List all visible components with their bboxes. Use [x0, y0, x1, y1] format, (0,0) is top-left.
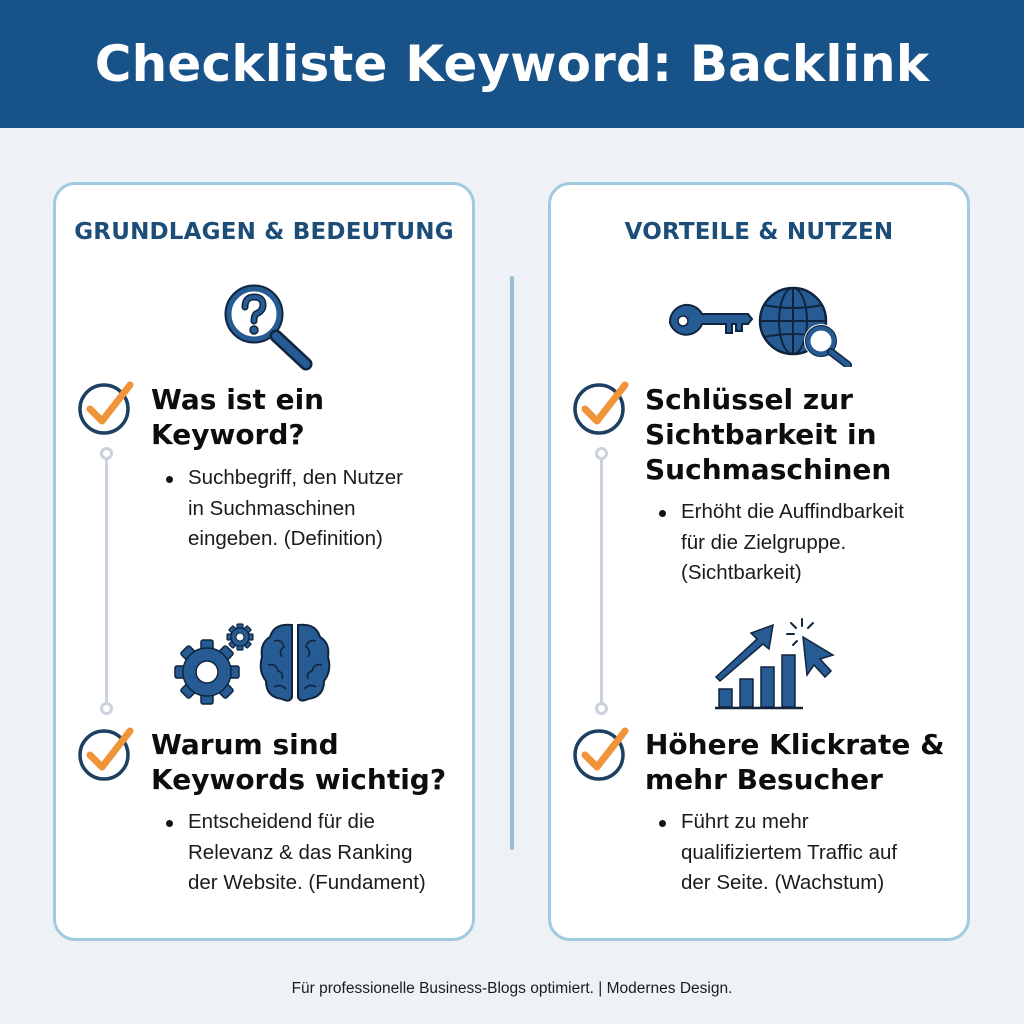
- header-banner: [0, 0, 1024, 128]
- footer-note: Für professionelle Business-Blogs optimiert. | Modernes Design.: [291, 980, 733, 997]
- item-description: Führt zu mehr qualifiziertem Traffic auf der Seite. (Wachstum): [655, 807, 897, 899]
- timeline-connector: [100, 447, 114, 715]
- item-description: Erhöht die Auffindbarkeit für die Zielgruppe. (Sichtbarkeit): [655, 497, 904, 589]
- item-title: Was ist ein Keyword?: [151, 383, 325, 451]
- item-description: Suchbegriff, den Nutzer in Suchmaschinen eingeben. (Definition): [162, 463, 403, 555]
- page-title: Checkliste Keyword: Backlink: [94, 35, 930, 93]
- item-title: Schlüssel zur Sichtbarkeit in Suchmaschinen: [645, 383, 892, 486]
- checkmark-icon: [78, 379, 134, 435]
- item-title: Warum sind Keywords wichtig?: [151, 728, 447, 796]
- card-grundlagen: [53, 182, 475, 941]
- checkmark-icon: [78, 725, 134, 781]
- checkmark-icon: [573, 725, 629, 781]
- growth-chart-click-icon: [713, 617, 841, 713]
- timeline-connector: [595, 447, 609, 715]
- key-globe-search-icon: [666, 283, 858, 367]
- card-title: VORTEILE & NUTZEN: [624, 219, 894, 245]
- checkmark-icon: [573, 379, 629, 435]
- item-title: Höhere Klickrate & mehr Besucher: [645, 728, 945, 796]
- card-title: GRUNDLAGEN & BEDEUTUNG: [74, 219, 454, 245]
- gears-brain-icon: [174, 621, 338, 705]
- card-vorteile: [548, 182, 970, 941]
- column-divider: [510, 276, 514, 850]
- magnifier-question-icon: [220, 280, 316, 372]
- item-description: Entscheidend für die Relevanz & das Ranking der Website. (Fundament): [162, 807, 426, 899]
